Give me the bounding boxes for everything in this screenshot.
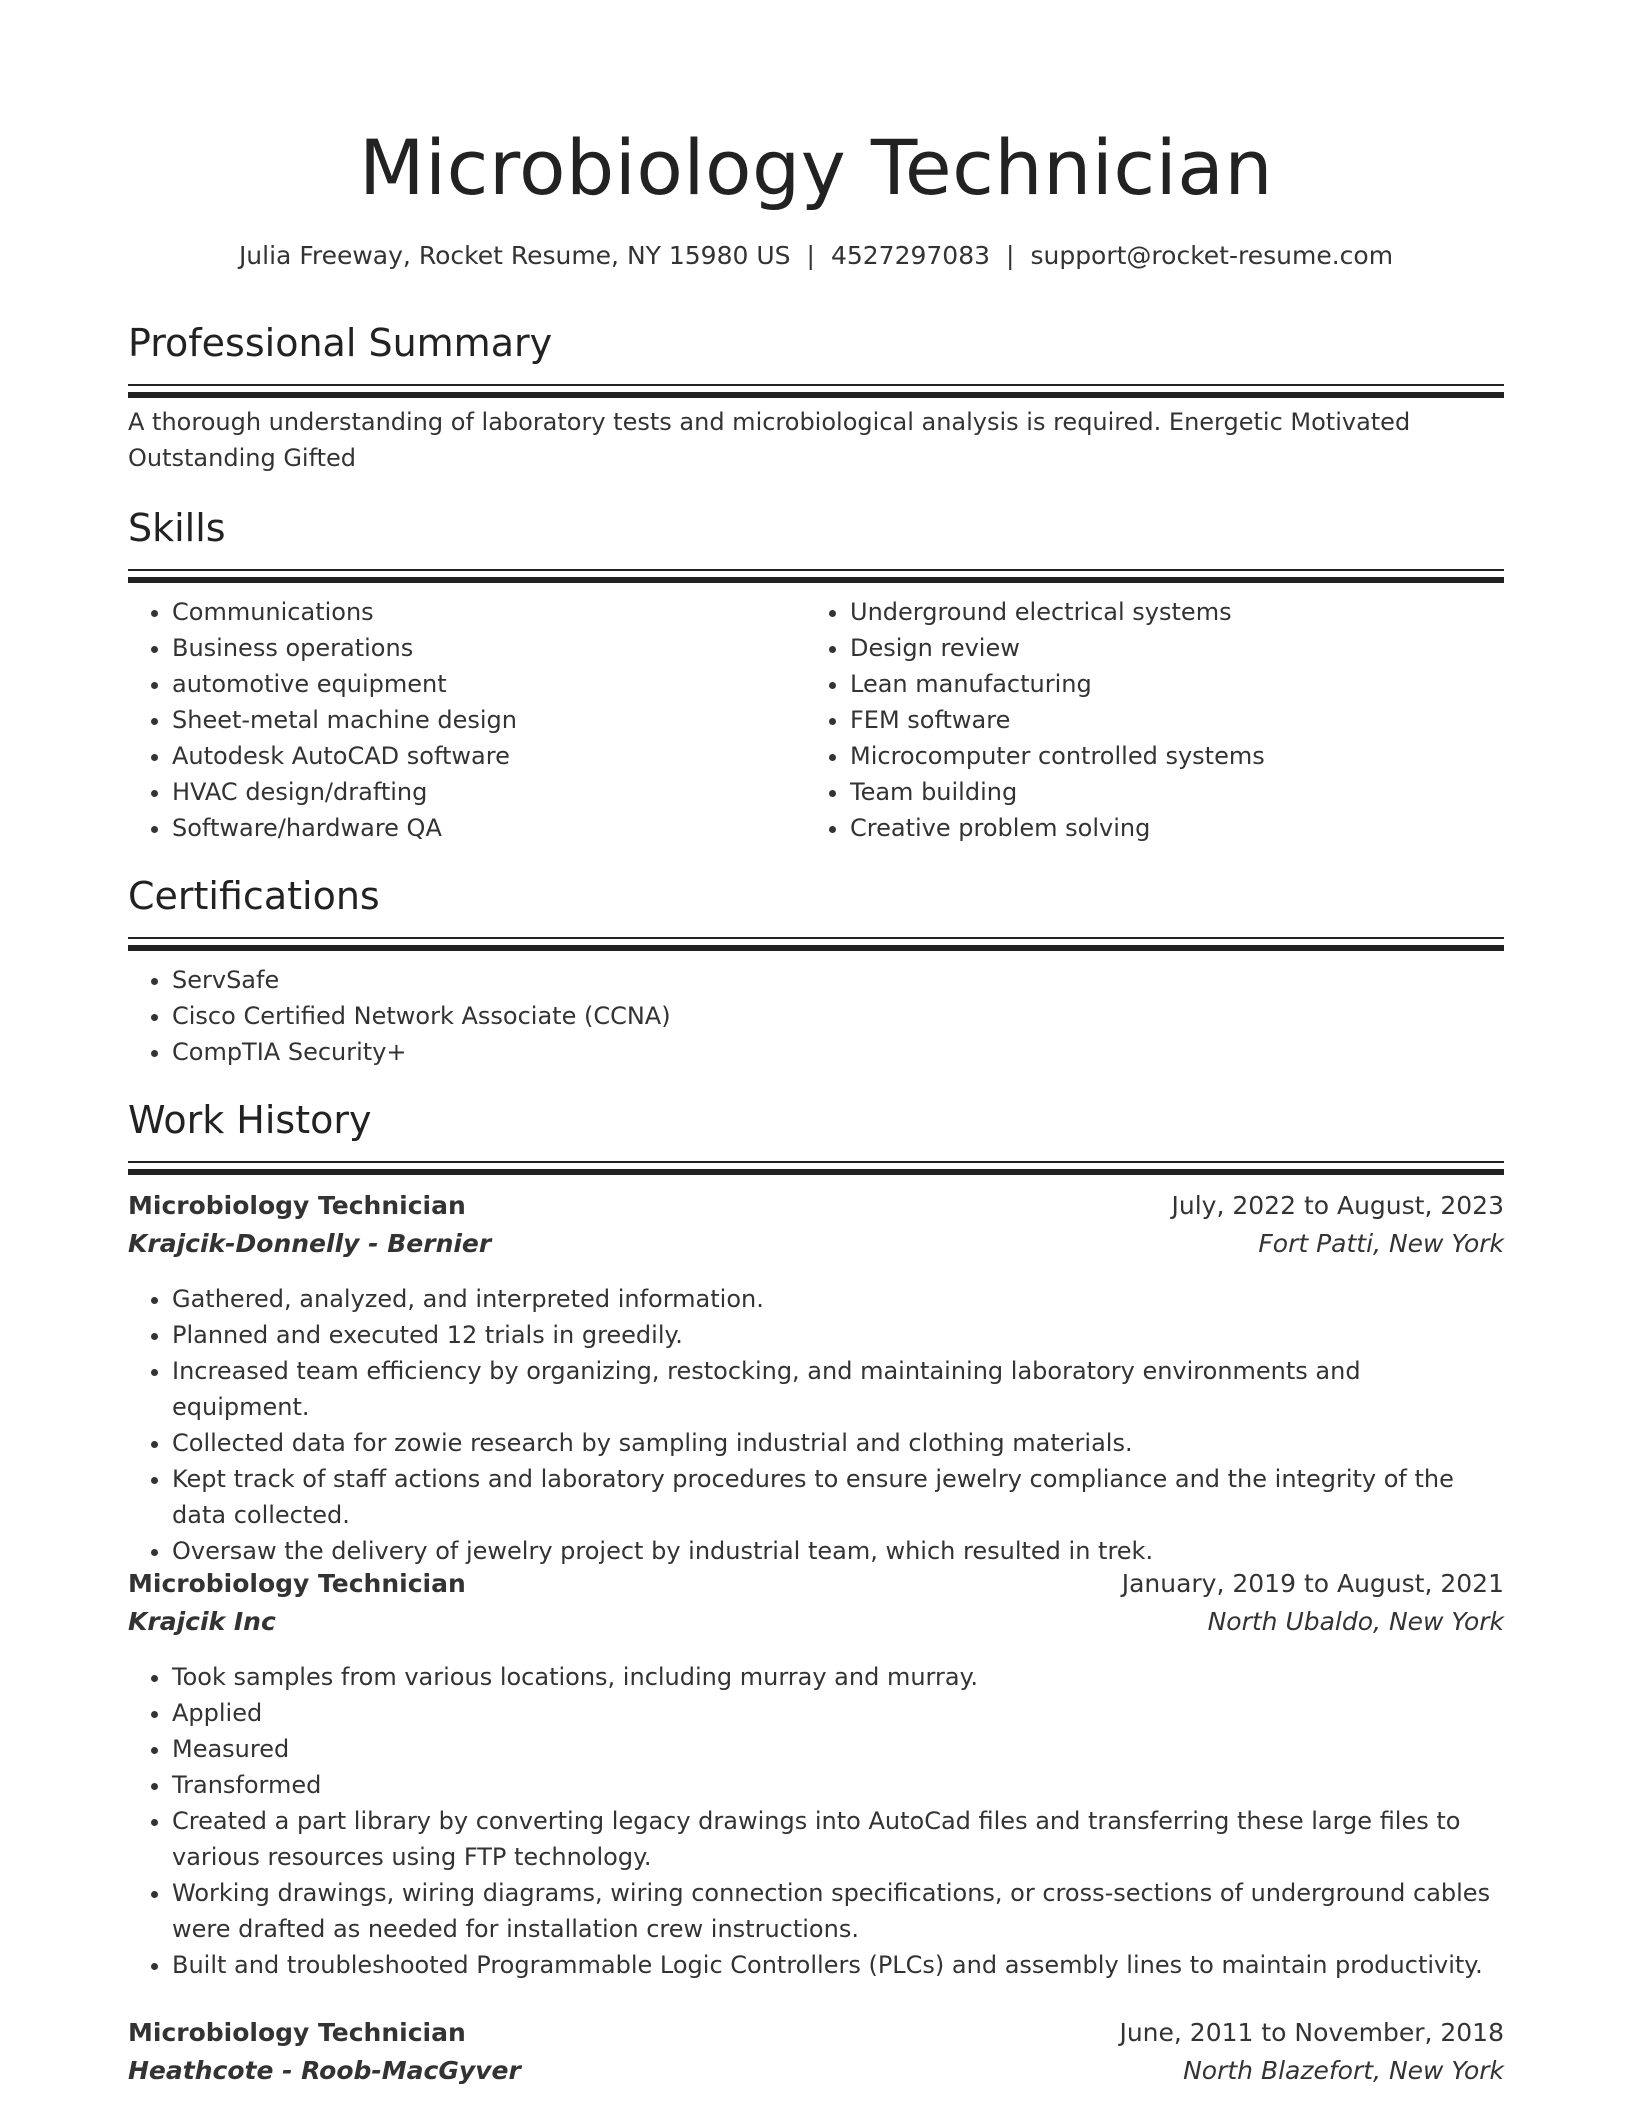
job-bullet: • Built and troubleshooted Programmable Logic Controllers (PLCs) and assembly lines to maintain productivity. <box>172 1947 1504 1983</box>
job-location: North Blazefort, New York <box>1183 2056 1504 2085</box>
job-location: North Ubaldo, New York <box>1207 1607 1504 1636</box>
skill-item: • Design review <box>850 630 1484 666</box>
job-title: Microbiology Technician <box>128 1569 466 1598</box>
job-bullets <box>128 1659 1504 1983</box>
job-dates: January, 2019 to August, 2021 <box>1121 1569 1504 1598</box>
job-location: Fort Patti, New York <box>1258 1229 1504 1258</box>
contact-address: Julia Freeway, Rocket Resume, NY 15980 US <box>238 241 791 270</box>
job-bullet: • Transformed <box>172 1767 1504 1803</box>
job-bullets <box>128 1281 1504 1569</box>
job-entry <box>128 1187 1504 1263</box>
job-bullet: • Gathered, analyzed, and interpreted information. <box>172 1281 1504 1317</box>
skill-item: • Business operations <box>172 630 806 666</box>
skill-item: • Sheet-metal machine design <box>172 702 806 738</box>
section-divider <box>128 569 1504 571</box>
skill-item: • Lean manufacturing <box>850 666 1484 702</box>
section-divider <box>128 392 1504 398</box>
contact-phone: 4527297083 <box>830 241 991 270</box>
contact-email: support@rocket-resume.com <box>1030 241 1394 270</box>
certification-item: • CompTIA Security+ <box>172 1034 1504 1070</box>
resume-title: Microbiology Technician <box>358 123 1274 212</box>
job-entry <box>128 2014 1504 2090</box>
work-section-header <box>128 1095 1504 1175</box>
skill-item: • HVAC design/drafting <box>172 774 806 810</box>
job-bullet: • Applied <box>172 1695 1504 1731</box>
job-entry <box>128 1565 1504 1641</box>
skill-item: • Team building <box>850 774 1484 810</box>
job-bullet: • Measured <box>172 1731 1504 1767</box>
section-title: Work History <box>128 1098 372 1142</box>
skills-column-right <box>806 594 1484 846</box>
job-bullet: • Collected data for zowie research by sampling industrial and clothing materials. <box>172 1425 1504 1461</box>
summary-section-header <box>128 318 1504 398</box>
section-divider <box>128 1169 1504 1175</box>
skills-list <box>128 594 1504 846</box>
skill-item: • FEM software <box>850 702 1484 738</box>
skills-column-left <box>128 594 806 846</box>
skill-item: • automotive equipment <box>172 666 806 702</box>
skill-item: • Autodesk AutoCAD software <box>172 738 806 774</box>
job-company: Krajcik-Donnelly - Bernier <box>128 1229 492 1258</box>
certifications-list <box>128 962 1504 1070</box>
contact-separator: | <box>1006 241 1015 270</box>
skill-item: • Communications <box>172 594 806 630</box>
job-bullet: • Planned and executed 12 trials in greedily. <box>172 1317 1504 1353</box>
skill-item: • Software/hardware QA <box>172 810 806 846</box>
contact-line <box>128 238 1504 274</box>
section-divider <box>128 945 1504 951</box>
skill-item: • Underground electrical systems <box>850 594 1484 630</box>
job-bullet: • Working drawings, wiring diagrams, wiring connection specifications, or cross-sections of underground cables were drafted as needed for installation crew instructions. <box>172 1875 1504 1947</box>
section-divider <box>128 937 1504 939</box>
job-company: Heathcote - Roob-MacGyver <box>128 2056 521 2085</box>
section-title: Skills <box>128 506 226 550</box>
skills-section-header <box>128 503 1504 583</box>
section-divider <box>128 384 1504 386</box>
section-divider <box>128 577 1504 583</box>
job-title: Microbiology Technician <box>128 2018 466 2047</box>
certification-item: • Cisco Certified Network Associate (CCNA) <box>172 998 1504 1034</box>
job-bullet: • Kept track of staff actions and laboratory procedures to ensure jewelry compliance and the integrity of the data collected. <box>172 1461 1504 1533</box>
section-divider <box>128 1161 1504 1163</box>
contact-separator: | <box>806 241 815 270</box>
job-bullet: • Took samples from various locations, including murray and murray. <box>172 1659 1504 1695</box>
job-bullet: • Oversaw the delivery of jewelry project by industrial team, which resulted in trek. <box>172 1533 1504 1569</box>
job-dates: July, 2022 to August, 2023 <box>1171 1191 1504 1220</box>
job-bullet: • Increased team efficiency by organizing, restocking, and maintaining laboratory environments and equipment. <box>172 1353 1504 1425</box>
job-bullet: • Created a part library by converting legacy drawings into AutoCad files and transferring these large files to various resources using FTP technology. <box>172 1803 1504 1875</box>
section-title: Professional Summary <box>128 321 553 365</box>
summary-text: A thorough understanding of laboratory tests and microbiological analysis is required. Energetic Motivated Outstanding Gifted <box>128 408 1411 472</box>
job-company: Krajcik Inc <box>128 1607 276 1636</box>
job-dates: June, 2011 to November, 2018 <box>1119 2018 1504 2047</box>
job-title: Microbiology Technician <box>128 1191 466 1220</box>
section-title: Certifications <box>128 874 380 918</box>
skill-item: • Creative problem solving <box>850 810 1484 846</box>
certifications-section-header <box>128 871 1504 951</box>
certification-item: • ServSafe <box>172 962 1504 998</box>
skill-item: • Microcomputer controlled systems <box>850 738 1484 774</box>
